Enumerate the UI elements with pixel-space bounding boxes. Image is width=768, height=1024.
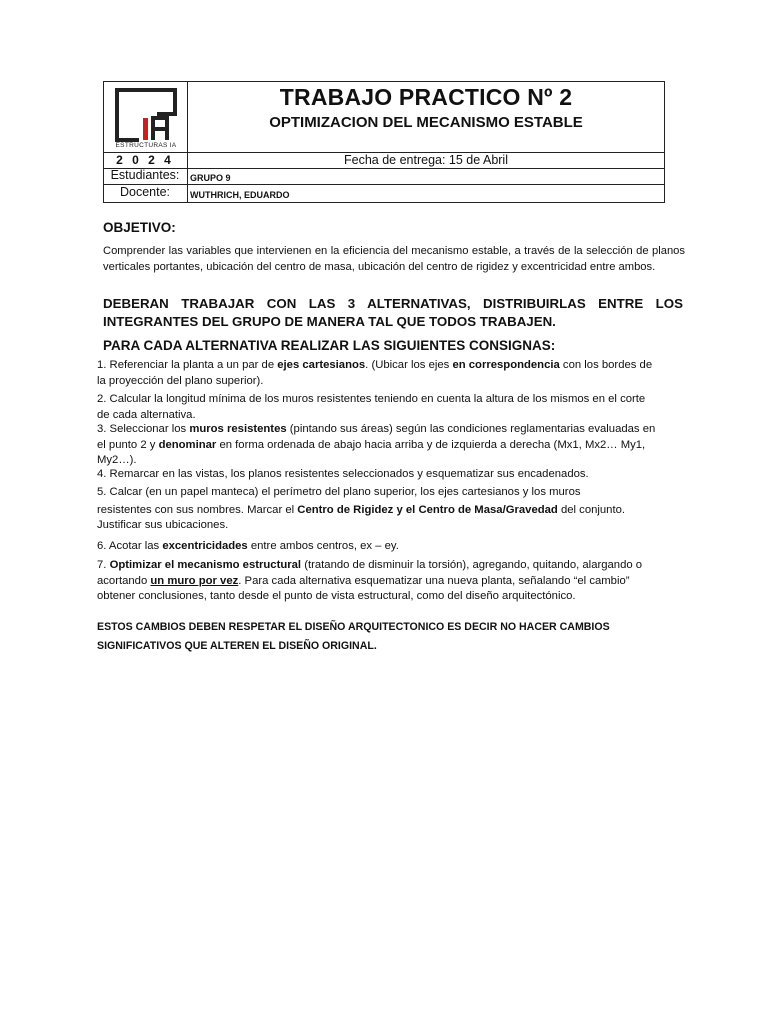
consignas-heading: PARA CADA ALTERNATIVA REALIZAR LAS SIGUIENTES CONSIGNAS: xyxy=(103,338,556,353)
header-border-bottom xyxy=(103,202,665,203)
year-cell: 2 0 2 4 xyxy=(116,153,174,167)
objetivo-paragraph: Comprender las variables que intervienen en la eficiencia del mecanismo estable, a través de la selección de planos verticales portantes, ubicación del centro de masa, ubicación del centro de rigidez y excentricidad entre ambos. xyxy=(103,245,685,273)
due-date-cell: Fecha de entrega: 15 de Abril xyxy=(343,153,508,167)
header-table xyxy=(103,81,665,203)
header-row-line-3 xyxy=(103,184,665,185)
document-title: TRABAJO PRACTICO Nº 2 xyxy=(279,84,573,110)
consigna-3: 3. Seleccionar los muros resistentes (pintando sus áreas) según las condiciones reglamentarias evaluadas en el punto 2 y denominar en forma ordenada de abajo hacia arriba y de izquierda a derecha (Mx1, Mx2… My1, My2…). xyxy=(97,423,656,466)
teacher-label: Docente: xyxy=(119,185,171,199)
students-value: GRUPO 9 xyxy=(190,173,231,183)
consigna-6: 6. Acotar las excentricidades entre ambos centros, ex – ey. xyxy=(97,540,399,552)
closing-note: ESTOS CAMBIOS DEBEN RESPETAR EL DISEÑO ARQUITECTONICO ES DECIR NO HACER CAMBIOS SIGNIFICATIVOS QUE ALTEREN EL DISEÑO ORIGINAL. xyxy=(97,621,610,652)
document-subtitle: OPTIMIZACION DEL MECANISMO ESTABLE xyxy=(269,114,583,131)
consigna-5: 5. Calcar (en un papel manteca) el perímetro del plano superior, los ejes cartesianos y los muros resistentes con sus nombres. Marcar el Centro de Rigidez y el Centro de Masa/Gravedad del conjunto. Justificar sus ubicaciones. xyxy=(97,486,626,531)
consigna-7: 7. Optimizar el mecanismo estructural (tratando de disminuir la torsión), agregando, quitando, alargando o acortando un muro por vez. Para cada alternativa esquematizar una nueva planta, señalando “el cambio” obtener conclusiones, tanto desde el punto de vista estructural, como del diseño arquitectónico. xyxy=(97,559,643,602)
consigna-2: 2. Calcular la longitud mínima de los muros resistentes teniendo en cuenta la altura de los mismos en el corte de cada alternativa. xyxy=(97,393,646,421)
students-label: Estudiantes: xyxy=(110,168,180,182)
header-row-line-2 xyxy=(103,168,665,169)
objetivo-heading: OBJETIVO: xyxy=(103,220,176,235)
logo-text: ESTRUCTURAS IA xyxy=(115,142,177,149)
consigna-4: 4. Remarcar en las vistas, los planos resistentes seleccionados y esquematizar sus encadenados. xyxy=(97,468,589,480)
teacher-value: WUTHRICH, EDUARDO xyxy=(190,190,290,200)
instructions-banner: DEBERAN TRABAJAR CON LAS 3 ALTERNATIVAS, DISTRIBUIRLAS ENTRE LOS INTEGRANTES DEL GRUPO DE MANERA TAL QUE TODOS TRABAJEN. xyxy=(103,296,683,329)
consigna-1: 1. Referenciar la planta a un par de ejes cartesianos. (Ubicar los ejes en correspondencia con los bordes de la proyección del plano superior). xyxy=(97,359,653,387)
